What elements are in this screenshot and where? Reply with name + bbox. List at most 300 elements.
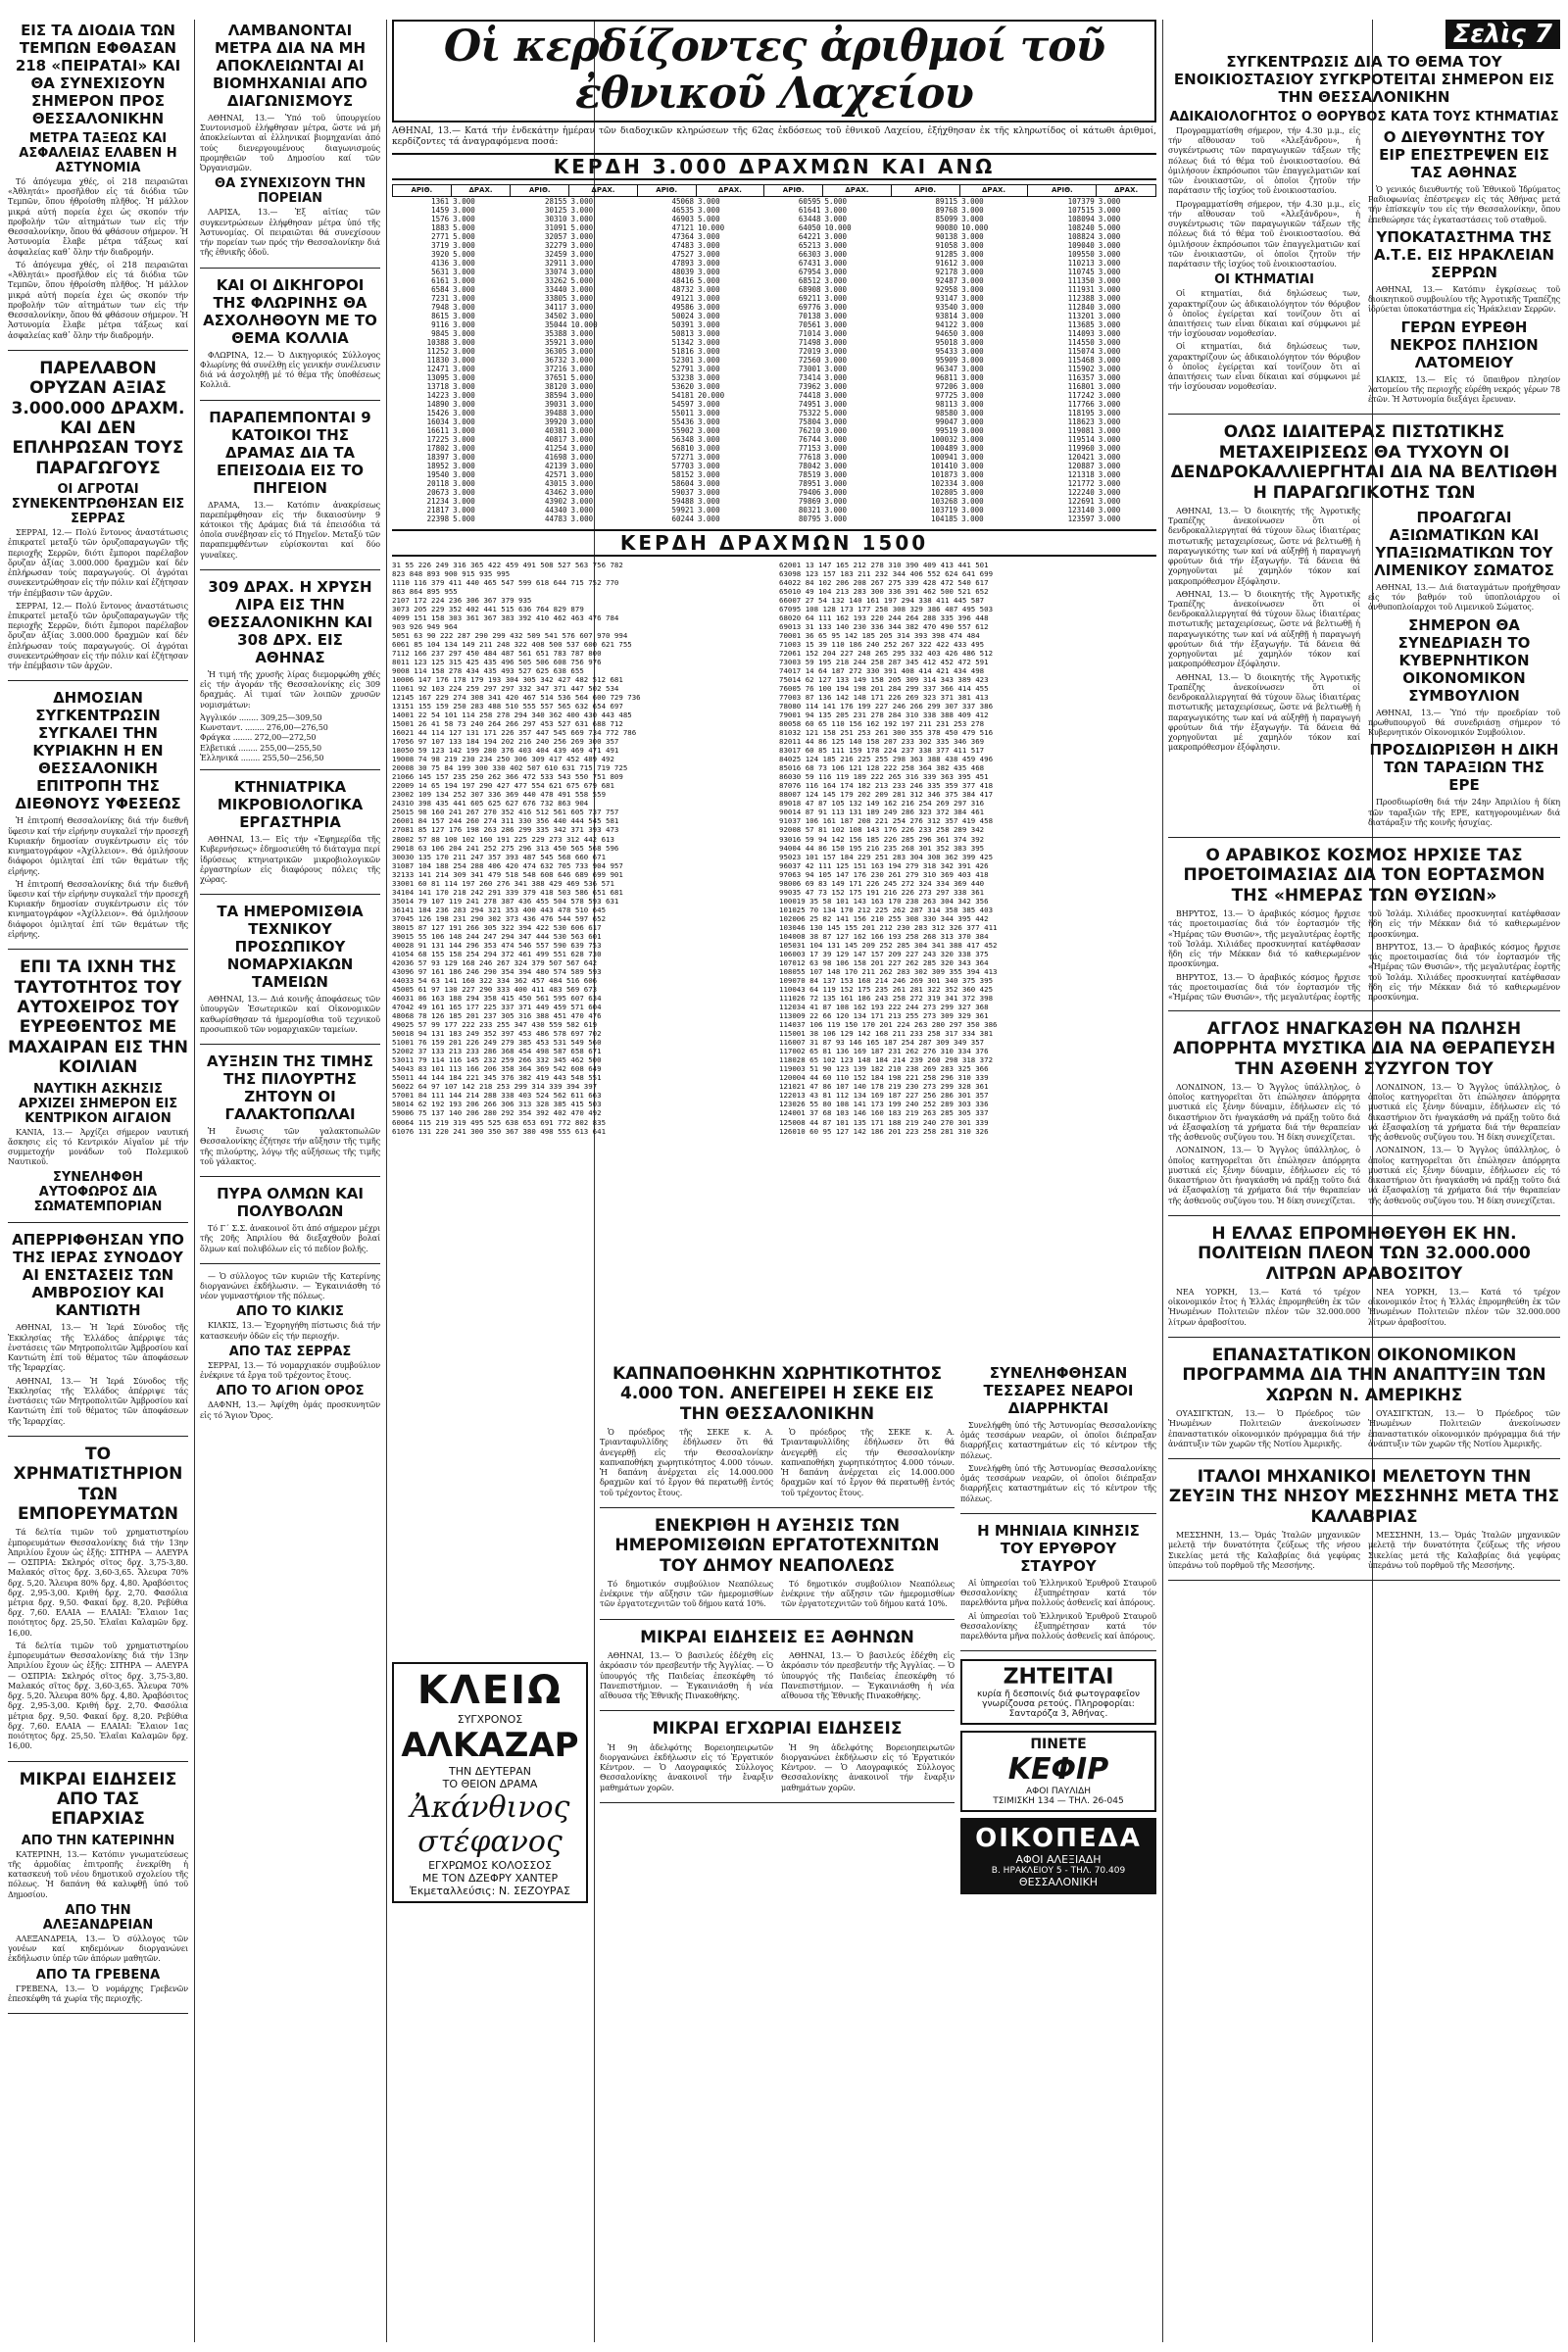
prize-amount: 3.000: [961, 258, 984, 268]
number-line: 68020 64 111 162 193 220 244 264 288 335 396 448: [779, 612, 989, 622]
number-line: 22009 14 65 194 197 290 427 477 554 621 675 679 681: [392, 781, 614, 791]
ticket-number: 41254: [544, 443, 567, 453]
paragraph: ΑΘΗΝΑΙ, 13.— Ὁ βασιλεύς ἐδέχθη εἰς ἀκρόασιν τόν πρεσβευτήν τῆς Ἀγγλίας. — Ὁ ὑπουργός τῆς Παιδείας ἐπεσκέφθη τό Πανεπιστήμιον. — Ἐγκαινιάσθη ἡ νέα αἴθουσα τῆς Ἐθνικῆς Πινακοθήκης.: [600, 1651, 773, 1701]
ticket-number: 51816: [671, 346, 695, 356]
subheadline: ΣΥΝΕΛΗΦΘΗ ΑΥΤΟΦΩΡΟΣ ΔΙΑ ΣΩΜΑΤΕΜΠΟΡΙΑΝ: [33, 1170, 163, 1215]
prize-amount: 3.000: [453, 319, 475, 329]
prize-amount: 3.000: [961, 425, 984, 435]
article-body: [200, 114, 380, 173]
number-line: 52002 37 133 213 233 286 368 454 498 587 658 671: [392, 1047, 602, 1056]
headline: ΚΤΗΝΙΑΤΡΙΚΑ ΜΙΚΡΟΒΙΟΛΟΓΙΚΑ ΕΡΓΑΣΤΗΡΙΑ: [217, 778, 364, 832]
article: [8, 1231, 188, 1436]
headline: ΑΥΞΗΣΙΝ ΤΗΣ ΤΙΜΗΣ ΤΗΣ ΠΙΛΟΥΡΤΗΣ ΖΗΤΟΥΝ ΟΙ ΓΑΛΑΚΤΟΠΩΛΑΙ: [207, 1053, 373, 1124]
ticket-number: 8615: [431, 311, 450, 320]
prize-amount: 3.000: [1098, 293, 1121, 303]
headline: ΚΑΠΝΑΠΟΘΗΚΗΝ ΧΩΡΗΤΙΚΟΤΗΤΟΣ 4.000 ΤΟΝ. ΑΝΕΓΕΙΡΕΙ Η ΣΕΚΕ ΕΙΣ ΤΗΝ ΘΕΣΣΑΛΟΝΙΚΗΝ: [612, 1364, 943, 1424]
table-row: [393, 312, 1156, 320]
prize-amount: 3.000: [1098, 443, 1121, 453]
ticket-number: 31091: [544, 222, 567, 232]
prize-amount: 3.000: [824, 319, 848, 329]
number-line: 14001 22 54 101 114 258 278 294 340 362 400 430 443 485: [392, 710, 632, 720]
prize-amount: 3.000: [824, 337, 848, 347]
number-line: 47042 49 161 165 177 225 337 371 449 459 571 604: [392, 1003, 602, 1012]
article: [200, 903, 380, 1045]
article-body: [1168, 289, 1360, 392]
prize-amount: 3.000: [698, 284, 720, 294]
number-line: 31 55 226 249 316 365 422 459 491 508 527 563 756 782: [392, 560, 623, 569]
prize-amount: 3.000: [570, 196, 594, 206]
ticket-number: 93814: [935, 311, 958, 320]
ticket-number: 7231: [431, 293, 450, 303]
prize-amount: 3.000: [453, 461, 475, 470]
ticket-number: 16611: [426, 425, 450, 435]
ticket-number: 54597: [671, 399, 695, 409]
number-line: 77003 87 136 142 148 171 226 269 323 371 381 413: [779, 693, 989, 703]
table-row: [393, 453, 1156, 462]
number-line: 83017 60 85 111 159 178 224 237 338 377 411 517: [779, 746, 985, 756]
paragraph: ΑΘΗΝΑΙ, 13.— Διά διαταγμάτων προήχθησαν εἰς τόν βαθμόν τοῦ ὑποπλοιάρχου οἱ ἀνθυποπλοίαρχοι τοῦ Λιμενικοῦ Σώματος.: [1368, 582, 1560, 612]
paragraph: ΚΑΤΕΡΙΝΗ, 13.— Κατόπιν γνωματεύσεως τῆς ἁρμοδίας ἐπιτροπῆς ἐνεκρίθη ἡ κατασκευή τοῦ νέου δημοτικοῦ σχολείου τῆς πόλεως. Ἡ δαπάνη θά καλυφθῇ ὑπό τοῦ Δημοσίου.: [8, 1849, 188, 1899]
prize-amount: 3.000: [1098, 416, 1121, 426]
number-line: 113009 22 66 120 134 171 213 255 273 309 329 361: [779, 1011, 989, 1021]
ticket-number: 101873: [931, 469, 958, 479]
paragraph: ΑΘΗΝΑΙ, 13.— Διά κοινῆς ἀποφάσεως τῶν ὑπουργῶν Ἐσωτερικῶν καί Οἰκονομικῶν καθωρίσθησαν τά ἡμερομίσθια τοῦ τεχνικοῦ προσωπικοῦ τῶν νομαρχιακῶν ταμείων.: [200, 995, 380, 1034]
number-line: 73003 59 195 218 244 258 287 345 412 452 472 591: [779, 657, 989, 666]
center-bottom-right: [960, 1362, 1156, 2332]
headline: ΜΙΚΡΑΙ ΕΙΔΗΣΕΙΣ ΑΠΟ ΤΑΣ ΕΠΑΡΧΙΑΣ: [19, 1769, 177, 1830]
prize-amount: 3.000: [698, 434, 720, 444]
number-line: 17056 97 107 133 184 194 202 216 240 256 269 300 357: [392, 737, 619, 747]
ticket-number: 11830: [426, 355, 450, 365]
number-line: 96037 42 111 125 151 163 194 279 318 342 391 426: [779, 860, 989, 870]
ticket-number: 115074: [1067, 346, 1095, 356]
paragraph: ΛΟΝΔΙΝΟΝ, 13.— Ὁ Ἄγγλος ὑπάλληλος, ὁ ὁποῖος κατηγορεῖται ὅτι ἐπώλησεν ἀπόρρητα μυστικά εἰς ξένην δύναμιν, ἐδήλωσεν εἰς τό δικαστήριον ὅτι ἠναγκάσθη νά πράξῃ τοῦτο διά νά ἐξασφαλίσῃ τά χρήματα διά τήν θεραπείαν τῆς ἀσθενοῦς συζύγου του. Ἡ δίκη συνεχίζεται.: [1168, 1082, 1360, 1143]
ticket-number: 123597: [1067, 514, 1095, 523]
ticket-number: 58152: [671, 469, 695, 479]
prize-amount: 3.000: [824, 214, 848, 223]
number-line: 110043 64 119 152 175 235 261 281 322 352 360 425: [779, 985, 994, 995]
prize-amount: 3.000: [453, 443, 475, 453]
prize-amount: 3.000: [961, 461, 984, 470]
subheadline: ΑΠΟ ΤΑΣ ΣΕΡΡΑΣ: [228, 1344, 352, 1359]
ticket-number: 78042: [798, 461, 821, 470]
ticket-number: 35044: [544, 319, 567, 329]
ticket-number: 35388: [544, 328, 567, 338]
headline: Η ΜΗΝΙΑΙΑ ΚΙΝΗΣΙΣ ΤΟΥ ΕΡΥΘΡΟΥ ΣΤΑΥΡΟΥ: [977, 1521, 1140, 1575]
prize-amount: 3.000: [698, 311, 720, 320]
paragraph: ΒΗΡΥΤΟΣ, 13.— Ὁ ἀραβικός κόσμος ἤρχισε τάς προετοιμασίας διά τόν ἑορτασμόν τῆς «Ἡμέρας τῶν Θυσιῶν», τῆς μεγαλυτέρας ἑορτῆς τοῦ Ἰσλάμ. Χιλιάδες προσκυνηταί κατέφθασαν ἤδη εἰς τήν Μέκκαν διά τό καθιερωμένον προσκύνημα.: [1168, 909, 1360, 969]
prize-amount: 3.000: [824, 478, 848, 488]
number-line: 50018 94 131 183 249 352 397 453 486 578 697 702: [392, 1029, 602, 1039]
ticket-number: 75804: [798, 416, 821, 426]
prize-amount: 3.000: [698, 337, 720, 347]
ticket-number: 92487: [935, 275, 958, 285]
prize-amount: 3.000: [698, 328, 720, 338]
prize-amount: 3.000: [453, 302, 475, 312]
ticket-number: 55902: [671, 425, 695, 435]
number-line: 9008 114 158 278 434 435 493 527 625 638 655: [392, 665, 584, 675]
ticket-number: 32057: [544, 231, 567, 241]
ticket-number: 96347: [935, 364, 958, 373]
ticket-number: 100941: [931, 452, 958, 462]
article: [8, 957, 188, 1223]
paragraph: ΑΘΗΝΑΙ, 13.— Ὁ διοικητής τῆς Ἀγροτικῆς Τραπέζης ἀνεκοίνωσεν ὅτι οἱ δενδροκαλλιεργηταί θά τύχουν ὅλως ἰδιαιτέρας πιστωτικῆς μεταχειρίσεως, ὥστε νά βελτιωθῇ ἡ παραγωγικότης των καί νά αὐξηθῇ ἡ παραγωγή φρούτων διά τήν ἐξαγωγήν. Τά δάνεια θά χορηγοῦνται μέ χαμηλόν τόκον καί μακροπρόθεσμον ἐξόφλησιν.: [1168, 506, 1360, 586]
headline: Ο ΑΡΑΒΙΚΟΣ ΚΟΣΜΟΣ ΗΡΧΙΣΕ ΤΑΣ ΠΡΟΕΤΟΙΜΑΣΙΑΣ ΔΙΑ ΤΟΝ ΕΟΡΤΑΣΜΟΝ ΤΗΣ «ΗΜΕΡΑΣ ΤΩΝ ΘΥΣΙΩΝ»: [1183, 846, 1545, 906]
prize-amount: 5.000: [698, 275, 720, 285]
paragraph: ΣΕΡΡΑΙ, 12.— Πολύ ἔντονος ἀναστάτωσις ἐπικρατεῖ μεταξύ τῶν ὀρυζοπαραγωγῶν τῆς περιοχῆς Σερρῶν, διότι ἔμποροι παρέλαβον ὄρυζαν ἀξίας 3.000.000 δραχμῶν καί δέν ἐπλήρωσαν τούς παραγωγούς. Οἱ ἀγρόται συνεκεντρώθησαν εἰς τήν πόλιν καί ἐζήτησαν τήν ἐπέμβασιν τῶν ἀρχῶν.: [8, 601, 188, 671]
number-line: 76005 76 100 194 198 201 284 299 337 366 414 455: [779, 683, 989, 693]
paragraph: Αἱ ὑπηρεσίαι τοῦ Ἑλληνικοῦ Ἐρυθροῦ Σταυροῦ Θεσσαλονίκης ἐξυπηρέτησαν κατά τόν παρελθόντα μῆνα πολλούς ἀσθενεῖς καί ἀπόρους.: [960, 1611, 1156, 1642]
ticket-number: 4136: [431, 258, 450, 268]
article-body: [1168, 1288, 1560, 1331]
number-line: 74017 14 64 187 272 330 391 408 414 421 434 498: [779, 665, 985, 675]
prize-amount: 3.000: [453, 311, 475, 320]
article: [200, 276, 380, 401]
article-columns: [1168, 507, 1560, 831]
prize-amount: 3.000: [1098, 328, 1121, 338]
prize-amount: 5.000: [570, 372, 594, 382]
ticket-number: 42139: [544, 461, 567, 470]
prize-amount: 3.000: [961, 478, 984, 488]
ticket-number: 18952: [426, 461, 450, 470]
prize-amount: 3.000: [570, 346, 594, 356]
number-line: 58014 62 192 193 206 266 306 313 328 385 415 503: [392, 1100, 602, 1109]
headline: ΜΙΚΡΑΙ ΕΓΧΩΡΙΑΙ ΕΙΔΗΣΕΙΣ: [652, 1719, 903, 1740]
prize-amount: 3.000: [961, 514, 984, 523]
prize-amount: 3.000: [453, 425, 475, 435]
ticket-number: 38594: [544, 390, 567, 400]
ticket-number: 91612: [935, 258, 958, 268]
ticket-number: 40381: [544, 425, 567, 435]
table-row: [393, 320, 1156, 329]
ticket-number: 48416: [671, 275, 695, 285]
table-row: [393, 356, 1156, 365]
ticket-number: 9845: [431, 328, 450, 338]
prize-amount: 3.000: [453, 337, 475, 347]
number-line: 16021 44 114 127 131 171 226 357 447 545 669 734 772 786: [392, 728, 637, 738]
article-body: [1368, 709, 1560, 739]
article: [200, 1185, 380, 1264]
number-line: 863 864 895 955: [392, 586, 458, 596]
ticket-number: 110745: [1067, 267, 1095, 276]
paragraph: Τό Γ΄ Σ.Σ. ἀνακοινοῖ ὅτι ἀπό σήμερον μέχρι τῆς 20ῆς Ἀπριλίου θά διεξαχθοῦν βολαί ὄλμων καί πολυβόλων εἰς τό πεδίον βολῆς.: [200, 1224, 380, 1253]
article: [8, 689, 188, 950]
number-line: 75014 62 127 133 149 158 205 309 314 343 389 423: [779, 674, 989, 684]
classified-ad: [960, 1659, 1156, 1725]
article: [200, 778, 380, 895]
column-header-number: ΑΡΙΘ.: [637, 185, 696, 196]
number-line: 30030 135 170 211 247 357 393 487 545 568 660 671: [392, 852, 607, 861]
number-line: 84025 124 185 216 225 255 298 363 388 438 459 496: [779, 755, 994, 764]
table-row: [393, 223, 1156, 232]
prize-amount: 3.000: [570, 461, 594, 470]
table-row: [393, 329, 1156, 338]
prize-amount: 3.000: [453, 416, 475, 426]
table-row: [393, 232, 1156, 241]
ticket-number: 73962: [798, 381, 821, 391]
paragraph: ΓΡΕΒΕΝΑ, 13.— Ὁ νομάρχης Γρεβενῶν ἐπεσκέφθη τά χωρία τῆς περιοχῆς.: [8, 1984, 188, 2003]
table-row: [393, 470, 1156, 479]
ticket-number: 3719: [431, 240, 450, 250]
prize-amount: 3.000: [824, 505, 848, 514]
headline: ΠΑΡΕΛΑΒΟΝ ΟΡΥΖΑΝ ΑΞΙΑΣ 3.000.000 ΔΡΑΧΜ. ΚΑΙ ΔΕΝ ΕΠΛΗΡΩΣΑΝ ΤΟΥΣ ΠΑΡΑΓΩΓΟΥΣ: [11, 358, 185, 478]
table-row: [393, 479, 1156, 488]
headline: ΕΝΕΚΡΙΘΗ Η ΑΥΞΗΣΙΣ ΤΩΝ ΗΜΕΡΟΜΙΣΘΙΩΝ ΕΡΓΑΤΟΤΕΧΝΙΤΩΝ ΤΟΥ ΔΗΜΟΥ ΝΕΑΠΟΛΕΩΣ: [614, 1515, 940, 1576]
gold-price-line: Κωνσταντ. ........ 276,00—276,50: [200, 723, 328, 733]
ticket-number: 7948: [431, 302, 450, 312]
ticket-number: 120421: [1067, 452, 1095, 462]
ticket-number: 47893: [671, 258, 695, 268]
ticket-number: 48732: [671, 284, 695, 294]
paragraph: ΑΘΗΝΑΙ, 13.— Ὑπό τοῦ ὑπουργείου Συντονισμοῦ ἐλήφθησαν μέτρα, ὥστε νά μή ἀποκλείωνται αἱ ἑλληνικαί βιομηχανίαι ἀπό τούς διενεργουμένους διαγωνισμούς προμηθειῶν τοῦ Δημοσίου καί τῶν Ὀργανισμῶν.: [200, 114, 380, 173]
center-bottom-left: [600, 1362, 955, 2332]
ticket-number: 42571: [544, 469, 567, 479]
ticket-number: 18397: [426, 452, 450, 462]
prize-amount: 3.000: [570, 434, 594, 444]
ticket-number: 20673: [426, 487, 450, 497]
prize-amount: 3.000: [698, 319, 720, 329]
number-line: 98006 69 83 149 171 226 245 272 324 334 369 440: [779, 878, 985, 888]
paragraph: Τά δελτία τιμῶν τοῦ χρηματιστηρίου ἐμπορευμάτων Θεσσαλονίκης διά τήν 13ην Ἀπριλίου ἔχουν ὡς ἑξῆς: ΣΙΤΗΡΑ — ΑΛΕΥΡΑ — ΟΣΠΡΙΑ: Σκληρός σῖτος δρχ. 3,75-3,80. Μαλακός σῖτος δρχ. 3,60-3,65. Ἄλευρα 70% δρχ. 5,20. Ἄλευρα 80% δρχ. 4,80. Ἀραβόσιτος δρχ. 2,95-3,00. Κριθή δρχ. 2,70. Φασόλια μέτρια δρχ. 9,50. Φακαί δρχ. 8,20. Ρεβύθια δρχ. 7,60. ΕΛΑΙΑ — ΕΛΑΙΑΙ: Ἔλαιον 1ας ποιότητος δρχ. 25,50. Ἐλαῖαι Καλαμῶν δρχ. 16,00.: [8, 1528, 188, 1638]
ticket-number: 112840: [1067, 302, 1095, 312]
prize-amount: 3.000: [824, 267, 848, 276]
prize-amount: 3.000: [698, 408, 720, 417]
prize-amount: 3.000: [453, 408, 475, 417]
prize-amount: 3.000: [570, 487, 594, 497]
number-line: 55011 44 144 184 221 345 376 382 419 443 548 551: [392, 1073, 602, 1083]
prize-amount: 3.000: [453, 469, 475, 479]
table-row: [393, 514, 1156, 523]
table-body: [393, 196, 1156, 523]
table-row: [393, 276, 1156, 285]
paragraph: Συνελήφθη ὑπό τῆς Ἀστυνομίας Θεσσαλονίκης ὁμάς τεσσάρων νεαρῶν, οἱ ὁποῖοι διέπραξαν διαρρήξεις καταστημάτων εἰς τό κέντρον τῆς πόλεως.: [960, 1421, 1156, 1460]
number-line: 12145 167 229 274 308 341 420 467 514 536 564 600 729 736: [392, 693, 641, 703]
prize-amount: 3.000: [698, 416, 720, 426]
ad-text: ΕΓΧΡΩΜΟΣ ΚΟΛΟΣΣΟΣ: [428, 1859, 552, 1872]
number-line: 115001 38 106 129 142 168 211 233 258 317 334 381: [779, 1029, 994, 1039]
column-header-number: ΑΡΙΘ.: [511, 185, 569, 196]
number-line: 903 926 949 964: [392, 621, 458, 631]
prize-amount: 3.000: [453, 240, 475, 250]
prize-amount: 3.000: [570, 284, 594, 294]
prize-amount: 3.000: [961, 487, 984, 497]
prize-amount: 3.000: [570, 452, 594, 462]
paragraph: Ἡ 9η ἀδελφότης Βορειοηπειρωτῶν διοργανώνει ἐκδήλωσιν εἰς τό Ἐργατικόν Κέντρον. — Ὁ Λαογραφικός Σύλλογος Θεσσαλονίκης ἀνακοινοῖ τήν ἔναρξιν μαθημάτων χορῶν.: [781, 1742, 955, 1792]
number-line: 94004 44 86 150 195 216 235 268 301 352 383 395: [779, 843, 985, 853]
prize-amount: 3.000: [453, 434, 475, 444]
paragraph: ΝΕΑ ΥΟΡΚΗ, 13.— Κατά τό τρέχον οἰκονομικόν ἔτος ἡ Ἑλλάς ἐπρομηθεύθη ἐκ τῶν Ἡνωμένων Πολιτειῶν πλέον τῶν 32.000.000 λίτρων ἀραβοσίτου.: [1168, 1287, 1360, 1327]
ticket-number: 115468: [1067, 355, 1095, 365]
article: [1168, 53, 1560, 415]
ticket-number: 116801: [1067, 381, 1095, 391]
number-line: 93016 59 94 142 156 185 226 285 296 361 374 392: [779, 834, 985, 844]
ticket-number: 44340: [544, 505, 567, 514]
prize-amount: 3.000: [961, 249, 984, 259]
gold-price-line: Ἑλληνικά ........ 255,50—256,50: [200, 753, 324, 762]
prize-amount: 3.000: [570, 381, 594, 391]
number-line: 61076 131 220 241 300 350 367 380 498 555 613 641: [392, 1126, 607, 1136]
prize-amount: 3.000: [1098, 505, 1121, 514]
number-line: 102006 25 82 141 156 210 255 308 330 344 395 442: [779, 913, 989, 923]
prize-amount: 3.000: [1098, 346, 1121, 356]
ticket-number: 1576: [431, 214, 450, 223]
ticket-number: 95433: [935, 346, 958, 356]
table-row: [393, 435, 1156, 444]
prize-amount: 3.000: [824, 293, 848, 303]
prize-amount: 3.000: [1098, 372, 1121, 382]
table-row: [393, 347, 1156, 356]
prize-amount: 3.000: [961, 364, 984, 373]
headline: ΕΙΣ ΤΑ ΔΙΟΔΙΑ ΤΩΝ ΤΕΜΠΩΝ ΕΦΘΑΣΑΝ 218 «ΠΕΙΡΑΤΑΙ» ΚΑΙ ΘΑ ΣΥΝΕΧΙΣΟΥΝ ΣΗΜΕΡΟΝ ΠΡΟΣ ΘΕΣΣΑΛΟΝΙΚΗΝ: [15, 22, 181, 127]
number-line: 33001 60 81 114 197 260 276 341 388 429 469 536 571: [392, 878, 614, 888]
paragraph: Ἡ τιμή τῆς χρυσῆς λίρας διεμορφώθη χθές εἰς τήν ἀγοράν τῆς Θεσσαλονίκης εἰς 309 δραχμάς. Αἱ τιμαί τῶν λοιπῶν χρυσῶν νομισμάτων:: [200, 669, 380, 710]
article-body: [200, 1400, 380, 1420]
second-column: [200, 20, 380, 2342]
table-row: [393, 241, 1156, 250]
article-body: [1168, 909, 1560, 1004]
prize-amount: 5.000: [824, 408, 848, 417]
ticket-number: 77153: [798, 443, 821, 453]
article-body: [600, 1580, 955, 1613]
ticket-number: 119960: [1067, 443, 1095, 453]
number-line: 60064 115 219 319 495 525 638 653 691 772 802 835: [392, 1117, 607, 1127]
lottery-section: [392, 20, 1156, 1352]
ticket-number: 104185: [931, 514, 958, 523]
prize-amount: 3.000: [698, 381, 720, 391]
paragraph: Οἱ κτηματίαι, διά δηλώσεως των, χαρακτηρίζουν ὡς ἀδικαιολόγητον τόν θόρυβον ὁ ὁποῖος ἐγείρεται καί τονίζουν ὅτι αἱ ἀπαιτήσεις των εἶναι δίκαιαι καί σύμφωνοι μέ τήν ἰσχύουσαν νομοθεσίαν.: [1168, 289, 1360, 339]
article-subcolumn: [1368, 126, 1560, 408]
paragraph: ΒΗΡΥΤΟΣ, 13.— Ὁ ἀραβικός κόσμος ἤρχισε τάς προετοιμασίας διά τόν ἑορτασμόν τῆς «Ἡμέρας τῶν Θυσιῶν», τῆς μεγαλυτέρας ἑορτῆς τοῦ Ἰσλάμ. Χιλιάδες προσκυνηταί κατέφθασαν ἤδη εἰς τήν Μέκκαν διά τό καθιερωμένον προσκύνημα.: [1368, 942, 1560, 1003]
subheadline: ΑΠΟ ΤΟ ΑΓΙΟΝ ΟΡΟΣ: [216, 1384, 365, 1399]
prize-amount: 3.000: [961, 434, 984, 444]
ticket-number: 77618: [798, 452, 821, 462]
prize-amount: 3.000: [824, 231, 848, 241]
number-line: 37045 126 198 231 290 302 373 436 476 544 597 652: [392, 913, 607, 923]
article-body: [1168, 507, 1360, 831]
prize-amount: 3.000: [1098, 240, 1121, 250]
ticket-number: 112388: [1067, 293, 1095, 303]
table-row: [393, 294, 1156, 303]
article-body: [1368, 798, 1560, 828]
article: [8, 1445, 188, 1762]
paragraph: ΟΥΑΣΙΓΚΤΩΝ, 13.— Ὁ Πρόεδρος τῶν Ἡνωμένων Πολιτειῶν ἀνεκοίνωσεν ἐπαναστατικόν οἰκονομικόν πρόγραμμα διά τήν ἀνάπτυξιν τῶν χωρῶν τῆς Νοτίου Ἀμερικῆς.: [1168, 1409, 1360, 1448]
prize-amount: 3.000: [824, 328, 848, 338]
ticket-number: 99047: [935, 416, 958, 426]
number-line: 28002 57 88 100 102 160 191 225 229 273 312 442 613: [392, 834, 614, 844]
ticket-number: 113685: [1067, 319, 1095, 329]
paragraph: Ἡ ἐπιτροπή Θεσσαλονίκης διά τήν διεθνῆ ὕφεσιν καί τήν εἰρήνην συγκαλεῖ τήν προσεχῆ Κυριακήν δημοσίαν συγκέντρωσιν εἰς τόν κινηματογράφον «Ἀχίλλειον». Θά ὁμιλήσουν διάφοροι ὁμιληταί ἐπί τῶν θεμάτων τῆς εἰρήνης.: [8, 879, 188, 939]
ticket-number: 6584: [431, 284, 450, 294]
number-line: 18050 59 123 142 199 280 376 403 404 439 469 471 491: [392, 746, 619, 756]
number-line: 62001 13 147 165 212 278 310 390 409 413 441 501: [779, 560, 989, 569]
column-header-drachmas: ΔΡΑΧ.: [1097, 185, 1156, 196]
prize-amount: 3.000: [1098, 469, 1121, 479]
ticket-number: 98580: [935, 408, 958, 417]
ad-text: ΜΕ ΤΟΝ ΔΖΕΦΡΥ ΧΑΝΤΕΡ: [421, 1872, 559, 1885]
article: [600, 1628, 955, 1712]
prize-amount: 3.000: [824, 390, 848, 400]
ticket-number: 71014: [798, 328, 821, 338]
number-line: 5051 63 90 222 287 290 299 432 509 541 576 607 970 994: [392, 630, 628, 640]
headline: ΣΥΝΕΛΗΦΘΗΣΑΝ ΤΕΣΣΑΡΕΣ ΝΕΑΡΟΙ ΔΙΑΡΡΗΚΤΑΙ: [983, 1364, 1134, 1417]
prize-amount: 3.000: [453, 346, 475, 356]
prize-amount: 3.000: [698, 258, 720, 268]
ticket-number: 78519: [798, 469, 821, 479]
ticket-number: 3920: [431, 249, 450, 259]
ticket-number: 47527: [671, 249, 695, 259]
prize-amount: 3.000: [824, 416, 848, 426]
number-line: 43096 97 161 186 246 290 354 394 480 574 589 593: [392, 966, 602, 976]
number-line: 41054 68 155 158 254 294 372 461 499 551 628 730: [392, 949, 602, 958]
number-line: 120004 44 60 110 152 184 198 221 258 296 310 339: [779, 1073, 989, 1083]
ticket-number: 108094: [1067, 214, 1095, 223]
subheadline: ΟΙ ΑΓΡΟΤΑΙ ΣΥΝΕΚΕΝΤΡΩΘΗΣΑΝ ΕΙΣ ΣΕΡΡΑΣ: [11, 482, 185, 527]
ad-text: Ἐκμεταλλεύσις: Ν. ΣΕΖΟΥΡΑΣ: [410, 1885, 570, 1897]
number-line: 7112 166 237 297 450 484 487 561 651 783 787 800: [392, 648, 602, 658]
number-line: 91037 106 161 187 208 221 254 276 312 357 419 458: [779, 816, 994, 826]
number-line: 35014 79 107 119 241 278 387 436 455 504 578 593 631: [392, 896, 619, 906]
subheadline: ΑΠΟ ΤΑ ΓΡΕΒΕΝΑ: [35, 1967, 161, 1983]
number-line: 92008 57 81 102 108 143 176 226 233 258 289 342: [779, 825, 985, 835]
prize-amount: 3.000: [961, 293, 984, 303]
ticket-number: 30310: [544, 214, 567, 223]
paragraph: ΑΘΗΝΑΙ, 13.— Ὁ βασιλεύς ἐδέχθη εἰς ἀκρόασιν τόν πρεσβευτήν τῆς Ἀγγλίας. — Ὁ ὑπουργός τῆς Παιδείας ἐπεσκέφθη τό Πανεπιστήμιον. — Ἐγκαινιάσθη ἡ νέα αἴθουσα τῆς Ἐθνικῆς Πινακοθήκης.: [781, 1651, 955, 1701]
prize-amount: 3.000: [570, 267, 594, 276]
paragraph: ΟΥΑΣΙΓΚΤΩΝ, 13.— Ὁ Πρόεδρος τῶν Ἡνωμένων Πολιτειῶν ἀνεκοίνωσεν ἐπαναστατικόν οἰκονομικόν πρόγραμμα διά τήν ἀνάπτυξιν τῶν χωρῶν τῆς Νοτίου Ἀμερικῆς.: [1368, 1409, 1560, 1448]
number-line: 82011 44 86 125 140 158 207 233 302 335 346 369: [779, 737, 985, 747]
prize-amount: 3.000: [698, 249, 720, 259]
paragraph: Ἡ 9η ἀδελφότης Βορειοηπειρωτῶν διοργανώνει ἐκδήλωσιν εἰς τό Ἐργατικόν Κέντρον. — Ὁ Λαογραφικός Σύλλογος Θεσσαλονίκης ἀνακοινοῖ τήν ἔναρξιν μαθημάτων χορῶν.: [600, 1742, 773, 1792]
table-row: [393, 250, 1156, 259]
prize-amount: 3.000: [698, 355, 720, 365]
prize-amount: 3.000: [824, 258, 848, 268]
ticket-number: 68908: [798, 284, 821, 294]
subheadline: ΑΠΟ ΤΟ ΚΙΛΚΙΣ: [236, 1304, 344, 1320]
paragraph: Τό δημοτικόν συμβούλιον Νεαπόλεως ἐνέκρινε τήν αὔξησιν τῶν ἡμερομισθίων τῶν ἐργατοτεχνιτῶν τοῦ δήμου κατά 10%.: [781, 1579, 955, 1609]
number-line: 59006 75 137 140 206 280 292 354 392 402 470 492: [392, 1108, 602, 1118]
prize-amount: 3.000: [961, 381, 984, 391]
number-line: 1110 116 379 411 440 465 547 599 618 644 715 752 770: [392, 577, 619, 587]
table-row: [393, 391, 1156, 400]
article: [1168, 846, 1560, 1011]
left-column: [8, 20, 188, 2342]
prize-amount: 3.000: [453, 205, 475, 215]
ticket-number: 39920: [544, 416, 567, 426]
ticket-number: 109550: [1067, 249, 1095, 259]
ticket-number: 102334: [931, 478, 958, 488]
prize-amount: 3.000: [570, 399, 594, 409]
number-line: 48068 78 126 185 201 237 305 316 388 451 470 476: [392, 1011, 602, 1021]
prize-amount: 3.000: [961, 390, 984, 400]
ticket-number: 49586: [671, 302, 695, 312]
prize-amount: 3.000: [1098, 496, 1121, 506]
prize-amount: 3.000: [824, 284, 848, 294]
prize-amount: 3.000: [961, 319, 984, 329]
headline: ΑΠΕΡΡΙΦΘΗΣΑΝ ΥΠΟ ΤΗΣ ΙΕΡΑΣ ΣΥΝΟΔΟΥ ΑΙ ΕΝΣΤΑΣΕΙΣ ΤΩΝ ΑΜΒΡΟΣΙΟΥ ΚΑΙ ΚΑΝΤΙΩΤΗ: [12, 1231, 184, 1320]
ticket-number: 44783: [544, 514, 567, 523]
ticket-number: 53238: [671, 372, 695, 382]
ticket-number: 59921: [671, 505, 695, 514]
prize-amount: 3.000: [453, 381, 475, 391]
article-body: [200, 835, 380, 885]
prize-amount: 3.000: [1098, 478, 1121, 488]
ticket-number: 100489: [931, 443, 958, 453]
prize-amount: 5.000: [570, 275, 594, 285]
ticket-number: 67431: [798, 258, 821, 268]
paragraph: ΣΕΡΡΑΙ, 12.— Πολύ ἔντονος ἀναστάτωσις ἐπικρατεῖ μεταξύ τῶν ὀρυζοπαραγωγῶν τῆς περιοχῆς Σερρῶν, διότι ἔμποροι παρέλαβον ὄρυζαν ἀξίας 3.000.000 δραχμῶν καί δέν ἐπλήρωσαν τούς παραγωγούς. Οἱ ἀγρόται συνεκεντρώθησαν εἰς τήν πόλιν καί ἐζήτησαν τήν ἐπέμβασιν τῶν ἀρχῶν.: [8, 528, 188, 598]
article-body: [1368, 583, 1560, 613]
ticket-number: 51342: [671, 337, 695, 347]
